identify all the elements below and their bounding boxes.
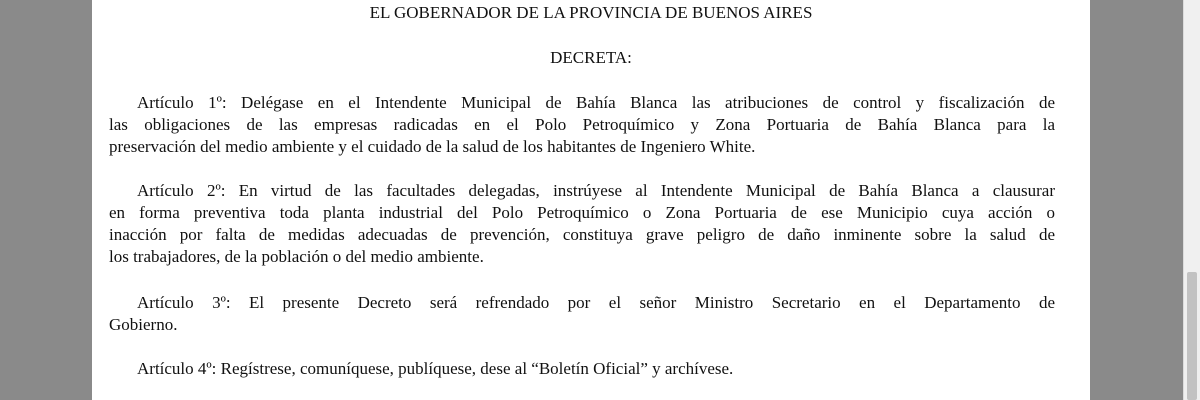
article-line: Artículo 1º: Delégase en el Intendente Municipal de Bahía Blanca las atribuciones de control y fiscalización de xyxy=(137,93,1055,112)
article-line: los trabajadores, de la población o del medio ambiente. xyxy=(109,247,484,266)
document-subheading: DECRETA: xyxy=(550,48,632,67)
vertical-scrollbar[interactable] xyxy=(1183,0,1200,400)
article-line: Artículo 4º: Regístrese, comuníquese, publíquese, dese al “Boletín Oficial” y archívese. xyxy=(137,359,734,378)
article-line: Artículo 2º: En virtud de las facultades delegadas, instrúyese al Intendente Municipal de Bahía Blanca a clausurar xyxy=(137,181,1055,200)
article-1 xyxy=(109,92,1055,158)
document-heading: EL GOBERNADOR DE LA PROVINCIA DE BUENOS AIRES xyxy=(369,3,813,22)
scrollbar-thumb[interactable] xyxy=(1187,272,1197,400)
article-2 xyxy=(109,180,1055,268)
article-line: inacción por falta de medidas adecuadas de prevención, constituya grave peligro de daño inminente sobre la salud de xyxy=(109,225,1055,244)
article-line: las obligaciones de las empresas radicadas en el Polo Petroquímico y Zona Portuaria de Bahía Blanca para la xyxy=(109,115,1055,134)
article-line: preservación del medio ambiente y el cuidado de la salud de los habitantes de Ingeniero White. xyxy=(109,137,756,156)
article-line: Gobierno. xyxy=(109,315,178,334)
article-line: en forma preventiva toda planta industrial del Polo Petroquímico o Zona Portuaria de ese Municipio cuya acción o xyxy=(109,203,1055,222)
article-4 xyxy=(109,358,1055,380)
article-line: Artículo 3º: El presente Decreto será refrendado por el señor Ministro Secretario en el Departamento de xyxy=(137,293,1055,312)
document-page xyxy=(92,0,1090,400)
article-3 xyxy=(109,292,1055,336)
